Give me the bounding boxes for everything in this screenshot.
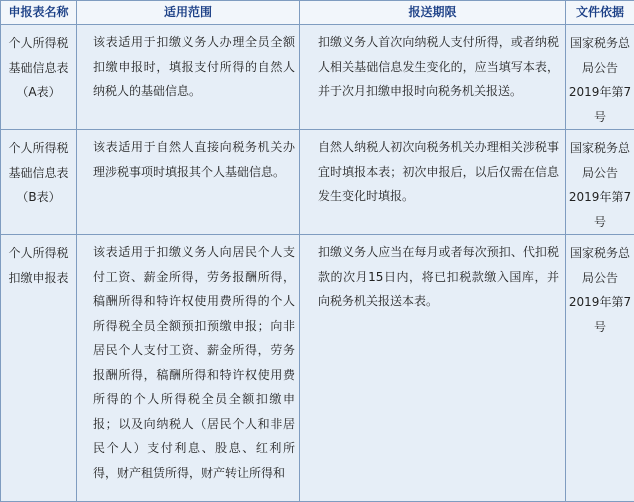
form-name-cell: 个人所得税基础信息表（B表） [1, 130, 77, 235]
scope-cell: 该表适用于扣缴义务人办理全员全额扣缴申报时，填报支付所得的自然人纳税人的基础信息。 [77, 25, 300, 130]
table-row [1, 25, 634, 130]
table-header-row [1, 1, 634, 25]
table-row [1, 130, 634, 235]
scope-cell: 该表适用于自然人直接向税务机关办理涉税事项时填报其个人基础信息。 [77, 130, 300, 235]
header-form-name: 申报表名称 [1, 1, 77, 25]
form-name-cell: 个人所得税基础信息表（A表） [1, 25, 77, 130]
deadline-cell: 扣缴义务人首次向纳税人支付所得，或者纳税人相关基础信息发生变化的，应当填写本表，并于次月扣缴申报时向税务机关报送。 [300, 25, 566, 130]
header-deadline: 报送期限 [300, 1, 566, 25]
basis-cell: 国家税务总局公告2019年第7号 [566, 235, 634, 502]
deadline-cell: 自然人纳税人初次向税务机关办理相关涉税事宜时填报本表；初次申报后，以后仅需在信息发生变化时填报。 [300, 130, 566, 235]
deadline-cell: 扣缴义务人应当在每月或者每次预扣、代扣税款的次月15日内，将已扣税款缴入国库，并向税务机关报送本表。 [300, 235, 566, 502]
form-name-cell: 个人所得税扣缴申报表 [1, 235, 77, 502]
scope-cell: 该表适用于扣缴义务人向居民个人支付工资、薪金所得，劳务报酬所得，稿酬所得和特许权使用费所得的个人所得税全员全额预扣预缴申报；向非居民个人支付工资、薪金所得，劳务报酬所得，稿酬所得和特许权使用费所得的个人所得税全员全额扣缴申报；以及向纳税人（居民个人和非居民个人）支付利息、股息、红利所得，财产租赁所得，财产转让所得和 [77, 235, 300, 502]
table-row [1, 235, 634, 502]
header-basis: 文件依据 [566, 1, 634, 25]
header-scope: 适用范围 [77, 1, 300, 25]
basis-cell: 国家税务总局公告2019年第7号 [566, 130, 634, 235]
basis-cell: 国家税务总局公告2019年第7号 [566, 25, 634, 130]
